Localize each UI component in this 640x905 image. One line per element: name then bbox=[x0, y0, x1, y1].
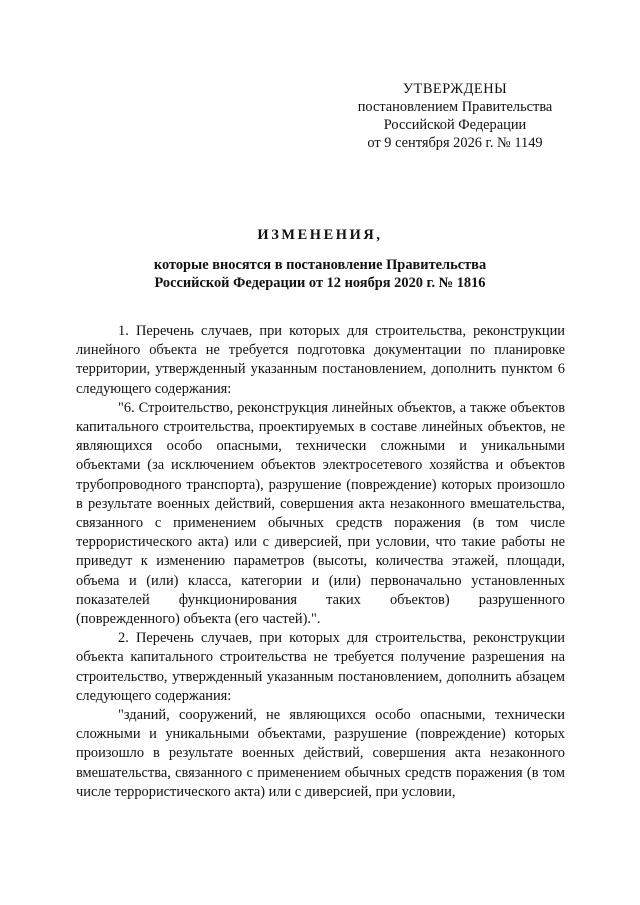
paragraph-3: 2. Перечень случаев, при которых для строительства, реконструкции объекта капитального строительства не требуется получение разрешения на строительство, утвержденный указанным постановлением, дополнить абзацем следующего содержания: bbox=[76, 630, 565, 704]
document-subtitle-line-2: Российской Федерации от 12 ноября 2020 г. № 1816 bbox=[154, 275, 486, 291]
document-body bbox=[76, 322, 565, 802]
document-title: ИЗМЕНЕНИЯ, bbox=[257, 227, 383, 243]
approval-line-1: постановлением Правительства bbox=[357, 99, 553, 115]
document-subtitle-line-1: которые вносятся в постановление Правительства bbox=[153, 256, 487, 273]
paragraph-4: "зданий, сооружений, не являющихся особо опасными, технически сложными и уникальными объектами, разрушение (повреждение) которых произошло в результате военных действий, совершения акта незаконного вмешательства, связанного с применением обычных средств поражения (в том числе террористического акта) или с диверсией, при условии, bbox=[76, 707, 565, 800]
document-title-block bbox=[70, 226, 570, 293]
approval-stamp-title: УТВЕРЖДЕНЫ bbox=[402, 81, 508, 97]
approval-line-2: Российской Федерации bbox=[383, 117, 527, 133]
approval-stamp bbox=[330, 80, 580, 152]
paragraph-2: "6. Строительство, реконструкция линейных объектов, а также объектов капитального строительства, проектируемых в составе линейных объектов, не являющихся особо опасными, технически сложными и уникальными объектами (за исключением объектов электросетевого хозяйства и объектов трубопроводного транспорта), разрушение (повреждение) которых произошло в результате военных действий, совершения акта незаконного вмешательства, связанного с применением обычных средств поражения (в том числе террористического акта) или с диверсией, при условии, что такие работы не приведут к изменению параметров (высоты, количества этажей, площади, объема и (или) класса, категории и (или) первоначально установленных показателей функционирования таких объектов) разрушенного (поврежденного) объекта (его частей).". bbox=[76, 399, 565, 628]
approval-line-3: от 9 сентября 2026 г. № 1149 bbox=[367, 135, 543, 151]
paragraph-1: 1. Перечень случаев, при которых для строительства, реконструкции линейного объекта не требуется подготовка документации по планировке территории, утвержденный указанным постановлением, дополнить пунктом 6 следующего содержания: bbox=[76, 323, 565, 397]
